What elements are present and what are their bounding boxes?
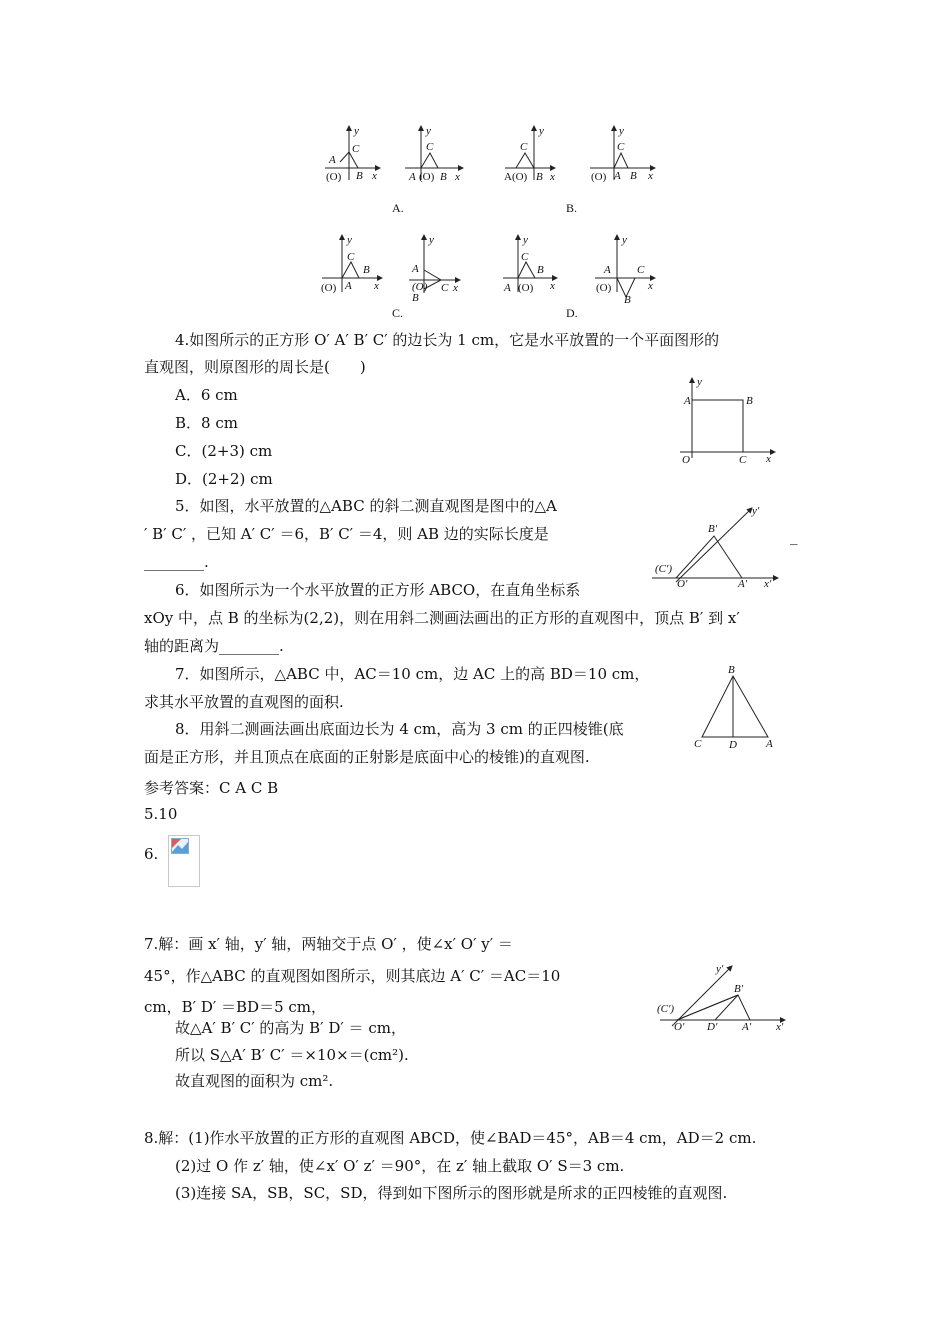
fig-label: B <box>356 170 363 182</box>
q6-line-1: 6．如图所示为一个水平放置的正方形 ABCO，在直角坐标系 <box>175 581 581 599</box>
fig-label: A <box>614 170 621 182</box>
fig-label: x <box>766 453 771 465</box>
fig-label: y′ <box>752 505 760 517</box>
fig-label: (O) <box>412 281 428 293</box>
fig-label: C <box>347 251 355 263</box>
fig-label: y <box>429 234 434 246</box>
fig-label: (C′) <box>655 563 673 575</box>
choice-caption-b: B. <box>566 201 578 215</box>
q5-line-1: 5．如图，水平放置的△ABC 的斜二测直观图是图中的△A <box>175 497 557 515</box>
fig-label: A <box>412 263 419 275</box>
sol8-line-3: (3)连接 SA，SB，SC，SD，得到如下图所示的图形就是所求的正四棱锥的直观图. <box>175 1184 728 1202</box>
q4-line-2: 直观图，则原图形的周长是( ) <box>144 358 366 376</box>
fig-label: y <box>622 234 627 246</box>
fig-label: x <box>550 280 555 292</box>
fig-label: x <box>455 171 460 183</box>
fig-label: C <box>521 251 529 263</box>
q4-option-d: D．(2+2) cm <box>175 470 273 488</box>
sol7-line-3: cm，B′ D′ ＝BD＝5 cm， <box>144 998 327 1016</box>
fig-label: y <box>697 376 702 388</box>
sol7-line-1: 7.解：画 x′ 轴，y′ 轴，两轴交于点 O′ ，使∠x′ O′ y′ ＝ <box>144 935 513 953</box>
fig-label: C <box>617 141 625 153</box>
fig-label: (O) <box>518 282 534 294</box>
fig-label: x <box>550 171 555 183</box>
fig-label: O′ <box>677 578 688 590</box>
fig-label: B <box>746 395 753 407</box>
choice-figures <box>300 118 680 328</box>
broken-image-placeholder <box>168 835 200 887</box>
choice-caption-c: C. <box>392 306 404 320</box>
fig-label: B <box>440 171 447 183</box>
sol7-line-5: 所以 S△A′ B′ C′ ＝×10×＝(cm²). <box>175 1046 409 1064</box>
fig-label: A <box>409 171 416 183</box>
fig-label: x <box>374 280 379 292</box>
q6-line-2: xOy 中，点 B 的坐标为(2,2)，则在用斜二测画法画出的正方形的直观图中，顶点 B′ 到 x′ <box>144 609 740 627</box>
fig-label: A′ <box>738 578 748 590</box>
q6-line-3: 轴的距离为________. <box>144 637 284 655</box>
fig-label: (O) <box>321 282 337 294</box>
fig-label: y′ <box>716 963 724 975</box>
q4-line-1: 4.如图所示的正方形 O′ A′ B′ C′ 的边长为 1 cm，它是水平放置的一个平面图形的 <box>175 331 720 349</box>
fig-label: A <box>504 282 511 294</box>
fig-label: B <box>536 171 543 183</box>
answer-5: 5.10 <box>144 805 178 823</box>
fig-label: y <box>523 234 528 246</box>
fig-label: O <box>682 454 690 466</box>
q4-option-a: A．6 cm <box>175 386 238 404</box>
fig-label: C <box>352 143 360 155</box>
fig-label: B <box>630 170 637 182</box>
fig-label: A <box>329 154 336 166</box>
fig-label: C <box>441 282 449 294</box>
fig-label: A <box>345 280 352 292</box>
fig-label: (C′) <box>657 1003 675 1015</box>
q5-line-3: ________. <box>144 553 209 571</box>
q4-square-figure <box>670 372 790 470</box>
fig-label: B <box>624 294 631 306</box>
fig-label: B′ <box>708 523 718 535</box>
fig-label: x <box>648 170 653 182</box>
q4-option-b: B．8 cm <box>175 414 238 432</box>
sol7-line-4: 故△A′ B′ C′ 的高为 B′ D′ ＝ cm， <box>175 1019 406 1037</box>
fig-label: x <box>648 280 653 292</box>
fig-label: x <box>372 170 377 182</box>
q7-line-1: 7．如图所示，△ABC 中，AC＝10 cm，边 AC 上的高 BD＝10 cm， <box>175 665 650 683</box>
sol8-line-2: (2)过 O 作 z′ 轴，使∠x′ O′ z′ ＝90°，在 z′ 轴上截取 O′ S＝3 cm. <box>175 1157 625 1175</box>
fig-label: B <box>537 264 544 276</box>
fig-label: B <box>363 264 370 276</box>
fig-label: A′ <box>742 1021 752 1033</box>
fig-label: D′ <box>707 1021 718 1033</box>
fig-label: y <box>354 125 359 137</box>
q7-triangle-figure <box>688 662 780 752</box>
fig-label: C <box>694 738 702 750</box>
fig-label: O′ <box>674 1021 685 1033</box>
fig-label: C <box>637 264 645 276</box>
fig-label: x′ <box>776 1021 784 1033</box>
fig-label: (O) <box>596 282 612 294</box>
fig-label: (O) <box>419 171 435 183</box>
q5-dash: _ <box>790 527 798 545</box>
fig-label: A(O) <box>504 171 528 183</box>
q8-line-2: 面是正方形，并且顶点在底面的正射影是底面中心的棱锥)的直观图. <box>144 748 590 766</box>
q4-option-c: C．(2+3) cm <box>175 442 273 460</box>
fig-label: C <box>520 141 528 153</box>
choice-caption-d: D. <box>566 306 578 320</box>
fig-label: x′ <box>764 578 772 590</box>
choice-caption-a: A. <box>392 201 404 215</box>
fig-label: B′ <box>734 983 744 995</box>
fig-label: y <box>347 234 352 246</box>
answer-6: 6. <box>144 845 159 863</box>
q5-triangle-figure <box>648 500 788 592</box>
fig-label: y <box>619 125 624 137</box>
fig-label: D <box>729 739 737 751</box>
sol7-figure <box>652 955 794 1037</box>
fig-label: B <box>412 292 419 304</box>
fig-label: C <box>426 141 434 153</box>
fig-label: x <box>453 282 458 294</box>
fig-label: y <box>539 125 544 137</box>
sol7-line-6: 故直观图的面积为 cm². <box>175 1072 334 1090</box>
fig-label: B <box>728 664 735 676</box>
fig-label: (O) <box>326 171 342 183</box>
sol7-line-2: 45°，作△ABC 的直观图如图所示，则其底边 A′ C′ ＝AC＝10 <box>144 967 561 985</box>
fig-label: C <box>739 454 747 466</box>
fig-label: y <box>426 125 431 137</box>
fig-label: (O) <box>591 171 607 183</box>
q8-line-1: 8．用斜二测画法画出底面边长为 4 cm，高为 3 cm 的正四棱锥(底 <box>175 720 624 738</box>
fig-label: A <box>766 738 773 750</box>
answers-header: 参考答案：C A C B <box>144 779 279 797</box>
broken-image-icon <box>171 838 189 854</box>
sol8-line-1: 8.解：(1)作水平放置的正方形的直观图 ABCD，使∠BAD＝45°，AB＝4 cm，AD＝2 cm. <box>144 1129 757 1147</box>
fig-label: A <box>604 264 611 276</box>
q7-line-2: 求其水平放置的直观图的面积. <box>144 693 344 711</box>
fig-label: A <box>684 395 691 407</box>
q5-line-2: ′ B′ C′ ，已知 A′ C′ ＝6，B′ C′ ＝4，则 AB 边的实际长度是 <box>144 525 549 543</box>
